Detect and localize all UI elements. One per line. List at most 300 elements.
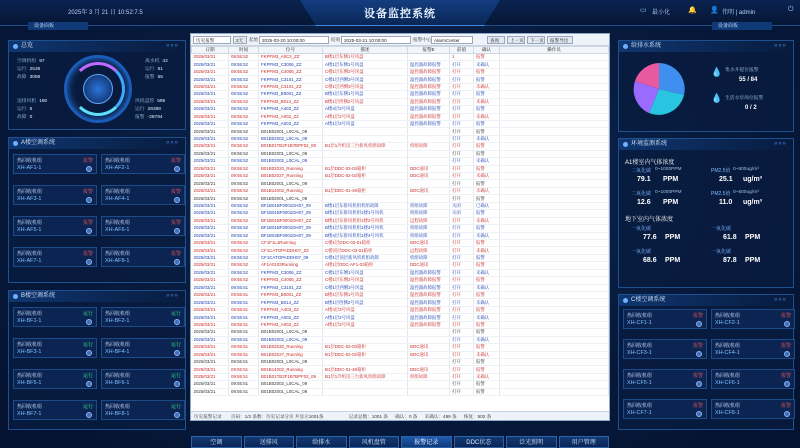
table-cell: 远程故障 [408,247,450,254]
table-row[interactable] [192,262,609,269]
table-row[interactable] [192,217,609,224]
table-cell: 报警 [474,143,500,150]
metric-value: 42 [162,59,168,64]
table-row[interactable] [192,373,609,380]
env-title: 环境监测系统 [631,141,668,147]
table-cell: 温控器故障报警 [408,277,450,284]
column-header[interactable]: 前值 [450,47,474,54]
table-cell: 机组故障 [408,225,450,232]
table-row[interactable] [192,329,609,336]
table-row[interactable] [192,143,609,150]
table-cell: BF1B01BF0001DH07_09 [259,210,323,217]
table-row[interactable] [192,299,609,306]
table-cell: 报警 [474,120,500,127]
metric-key: 送排风机 [17,99,37,104]
end-label: 结束 [331,37,341,42]
ac-unit-card[interactable] [711,369,795,389]
table-cell: C楼1层西侧3号风盘 [323,284,408,291]
end-time-input[interactable]: 2025-03-21 10:00:00 [341,36,411,44]
nav-item[interactable]: 空调 [191,436,242,448]
table-cell [408,128,450,135]
unit-code: XH-AF4-1 [105,196,130,202]
overview-core [83,74,113,104]
table-cell: C楼1层DDC-03-01箱柜 [323,239,408,246]
unit-name: 热回收机组 [105,404,131,410]
ac-unit-card[interactable] [13,185,97,205]
metric-key: 运行 [17,67,27,72]
table-cell: 09:55:51 [229,351,259,358]
table-cell: 2025/03/21 [192,158,229,165]
table-cell: 未确认 [474,373,500,380]
table-row[interactable] [192,202,609,209]
table-cell: BF1B01BF0001DH07_09 [259,225,323,232]
column-header[interactable]: 位号 [259,47,323,54]
table-cell: 打开 [450,225,474,232]
ac-unit-card[interactable] [101,247,185,267]
nav-item[interactable]: 风机盘管 [349,436,400,448]
table-cell: FKPFM3_C4006_ZZ [259,68,323,75]
table-cell: 09:55:52 [229,135,259,142]
start-time-input[interactable]: 2025-03-20 10:00:00 [259,36,329,44]
table-cell: 09:55:51 [229,336,259,343]
table-row[interactable] [192,388,609,395]
table-cell [323,180,408,187]
table-cell: 未确认 [474,336,500,343]
table-cell: FKPFM3_C3101_ZZ [259,83,323,90]
table-cell: B楼1层西侧2号风盘 [323,98,408,105]
unit-code: XH-CF8-1 [715,410,740,416]
table-cell: 关闭 [450,202,474,209]
metric-value: 595 [157,99,166,104]
table-cell: FKPFM3_C4006_ZZ [259,277,323,284]
table-cell: FKPFM3_A403_ZZ [259,306,323,313]
unit-status-icon [174,381,180,387]
table-cell [500,217,609,224]
env-header: 环境监测系统 »»» [619,139,793,150]
table-cell: 温控器故障报警 [408,106,450,113]
page-title: 设备监控系统 [364,8,436,20]
table-row[interactable] [192,351,609,358]
pm10-a-unit: ug/m³ [743,199,763,206]
table-row[interactable] [192,254,609,261]
table-cell: FKPFM3_B0001_ZZ [259,91,323,98]
ac-a-panel [8,137,186,283]
table-cell: 打开 [450,158,474,165]
table-row[interactable] [192,113,609,120]
table-cell: C楼1层西侧3号风盘 [323,83,408,90]
table-row[interactable] [192,314,609,321]
overview-panel [8,40,186,130]
table-cell: 2025/03/21 [192,120,229,127]
table-cell: DDC通讯 [408,165,450,172]
metric-value: -28794 [147,115,163,120]
unit-status-icon [784,411,790,417]
table-row[interactable] [192,120,609,127]
unit-status: 运行 [170,342,181,348]
table-cell: 09:55:52 [229,277,259,284]
ac-b-header: B楼空调系统 »»» [9,291,185,302]
table-cell: 打开 [450,381,474,388]
table-cell: 未确认 [474,173,500,180]
nav-item[interactable]: 用户管理 [559,436,610,448]
co2-a2-range: 0~1000PPM [655,190,682,195]
ac-unit-card[interactable] [13,307,97,327]
table-cell: 09:55:51 [229,358,259,365]
overview-metric [17,57,45,64]
table-cell: 已确认 [474,202,500,209]
table-row[interactable] [192,232,609,239]
unit-status-icon [86,228,92,234]
ac-unit-card[interactable] [711,309,795,329]
table-cell: 09:55:52 [229,76,259,83]
table-cell: 09:55:52 [229,247,259,254]
overview-metric [17,97,47,104]
table-cell: A楼1层DDC-AF1-03箱柜 [323,262,408,269]
unit-code: XH-AF7-1 [17,258,42,264]
table-cell: 09:55:52 [229,210,259,217]
table-row[interactable] [192,165,609,172]
table-cell: 2025/03/21 [192,135,229,142]
metric-key: 风机盘管 [135,99,155,104]
metric-value: 2536 [29,67,41,72]
ac-unit-card[interactable] [101,400,185,420]
metric-value: 180 [39,99,48,104]
table-row[interactable] [192,83,609,90]
ac-unit-card[interactable] [101,185,185,205]
ac-unit-card[interactable] [711,339,795,359]
unit-status-icon [86,381,92,387]
unit-status-icon [174,259,180,265]
table-row[interactable] [192,135,609,142]
table-row[interactable] [192,106,609,113]
table-cell: FKPFM3_B0001_ZZ [259,292,323,299]
table-cell [500,344,609,351]
table-cell: 2025/03/21 [192,299,229,306]
co2-a-unit: PPM [663,176,679,183]
table-cell: B楼1层东侧1号风盘 [323,292,408,299]
table-cell [323,150,408,157]
table-row[interactable] [192,358,609,365]
column-header[interactable]: 时间 [229,47,259,54]
unit-status: 报警 [82,189,93,195]
table-cell: B01B02001_L0CAL_09 [259,358,323,365]
table-cell: 09:55:52 [229,106,259,113]
table-row[interactable] [192,336,609,343]
unit-code: XH-CF4-1 [715,350,740,356]
table-cell [500,358,609,365]
table-cell: 打开 [450,61,474,68]
column-header[interactable]: 确认 [474,47,500,54]
table-cell: 温控器故障报警 [408,91,450,98]
table-cell: BF1B04BF0001DH07_09 [259,232,323,239]
ac-unit-card[interactable] [623,309,707,329]
table-cell: 打开 [450,269,474,276]
user-name[interactable]: 伟明 | admin [722,10,756,16]
table-cell: 2025/03/21 [192,150,229,157]
pm25-a-range: 0~500ug/m³ [733,167,759,172]
table-cell: A楼1层2号风盘 [323,113,408,120]
ac-unit-card[interactable] [623,369,707,389]
table-cell [500,195,609,202]
column-header[interactable]: 报警E [408,47,450,54]
ac-unit-card[interactable] [13,216,97,236]
table-row[interactable] [192,277,609,284]
table-cell: B01B02001_L0CAL_09 [259,388,323,395]
table-row[interactable] [192,381,609,388]
table-cell: C楼1层西侧3号风盘 [323,76,408,83]
table-cell: 09:55:52 [229,113,259,120]
table-row[interactable] [192,158,609,165]
table-cell [323,195,408,202]
table-cell: 2025/03/21 [192,143,229,150]
unit-code: XH-BF5-1 [17,380,42,386]
table-row[interactable] [192,61,609,68]
ac-unit-card[interactable] [13,338,97,358]
ac-unit-card[interactable] [623,339,707,359]
table-cell [408,358,450,365]
table-cell: 温控器故障报警 [408,321,450,328]
ac-unit-card[interactable] [101,338,185,358]
next-page-button[interactable]: 下一页 [527,36,545,44]
metric-value: 97 [39,59,45,64]
nav-item[interactable]: 给排水 [296,436,347,448]
table-cell: 2025/03/21 [192,128,229,135]
table-cell [323,128,408,135]
table-cell: B1层DDC-02-02箱柜 [323,173,408,180]
unit-status: 报警 [692,343,703,349]
table-cell: B1层DDC-01-49箱柜 [323,366,408,373]
table-cell: B楼1层东侧1号风盘 [323,91,408,98]
unit-name: 热回收机组 [17,342,43,348]
table-cell: 打开 [450,239,474,246]
column-header[interactable]: 日期 [192,47,229,54]
export-button[interactable]: 报警导出 [547,36,573,44]
table-cell: 2025/03/21 [192,61,229,68]
nav-item[interactable]: 报警记录 [401,436,452,448]
table-cell: 未确认 [474,232,500,239]
pm10-a-range: 0~500ug/m³ [733,190,759,195]
table-cell [408,195,450,202]
prev-page-button[interactable]: 上一页 [507,36,525,44]
overview-metric [17,113,32,120]
unit-status: 运行 [82,342,93,348]
table-cell [500,180,609,187]
footer-clear: 恢复：502 条 [463,414,492,419]
table-cell: 报警 [474,358,500,365]
table-cell: 报警 [474,306,500,313]
ac-unit-card[interactable] [711,399,795,419]
unit-status: 运行 [82,373,93,379]
table-row[interactable] [192,128,609,135]
table-cell: 打开 [450,143,474,150]
table-cell: 09:55:52 [229,254,259,261]
unit-status-icon [86,412,92,418]
table-cell: 温控器故障报警 [408,113,450,120]
unit-code: XH-BF6-1 [105,380,130,386]
co-b4-value: 87.8 [723,257,737,264]
ac-unit-card[interactable] [101,369,185,389]
table-row[interactable] [192,344,609,351]
sub-tag-left: 设备面板 [28,22,88,30]
column-header[interactable]: 描述 [323,47,408,54]
table-cell: 2025/03/21 [192,217,229,224]
table-row[interactable] [192,150,609,157]
nav-item[interactable]: 送排风 [244,436,295,448]
table-cell: 09:55:52 [229,187,259,194]
table-cell: 打开 [450,128,474,135]
record-type-select[interactable]: 历史报警 [193,36,231,44]
table-row[interactable] [192,54,609,61]
table-cell: 打开 [450,106,474,113]
table-cell: 温控器故障报警 [408,292,450,299]
table-cell: B01B02001_L0CAL_09 [259,150,323,157]
minimize-label[interactable]: 最小化 [652,10,671,16]
table-cell: B1层DDC-01-49箱柜 [323,187,408,194]
table-cell: 温控器故障报警 [408,98,450,105]
unit-name: 热回收机组 [627,373,653,379]
table-row[interactable] [192,321,609,328]
table-row[interactable] [192,68,609,75]
table-row[interactable] [192,187,609,194]
nav-item[interactable]: DDC状态 [454,436,505,448]
ac-unit-card[interactable] [101,154,185,174]
table-cell: 打开 [450,366,474,373]
table-cell: FKPFM3_A002_ZZ [259,314,323,321]
unit-status: 运行 [170,311,181,317]
ac-unit-card[interactable] [13,154,97,174]
metric-value: 55 [157,75,163,80]
env-panel [618,138,794,288]
unit-name: 热回收机组 [17,189,43,195]
unit-status: 报警 [692,373,703,379]
table-row[interactable] [192,173,609,180]
alarm-record-window [190,33,610,421]
ac-a-title: A楼空调系统 [21,140,56,146]
table-row[interactable] [192,91,609,98]
table-row[interactable] [192,195,609,202]
table-cell: A楼1层2号风盘 [323,314,408,321]
unit-status: 报警 [780,403,791,409]
table-cell: B楼1层东侧1号风盘 [323,54,408,61]
unit-code: XH-BF4-1 [105,349,130,355]
bell-icon[interactable]: 🔔 [688,7,697,14]
unit-name: 热回收机组 [105,342,131,348]
table-row[interactable] [192,292,609,299]
minimize-icon[interactable]: ▭ [640,7,647,14]
table-cell: 09:55:52 [229,91,259,98]
power-icon[interactable]: ⏻ [788,6,794,13]
table-cell: 09:55:51 [229,314,259,321]
ac-unit-card[interactable] [13,247,97,267]
ac-unit-card[interactable] [13,369,97,389]
table-cell [500,202,609,209]
table-row[interactable] [192,180,609,187]
table-cell: CF1CATOPADDH07_ZZ [259,247,323,254]
table-cell: 09:55:52 [229,165,259,172]
metric-key: 运行 [135,107,145,112]
table-cell: 09:55:52 [229,68,259,75]
table-cell: 远程故障 [408,217,450,224]
unit-status: 运行 [82,404,93,410]
ac-unit-card[interactable] [101,307,185,327]
table-cell: 温控器故障报警 [408,68,450,75]
table-cell: 报警 [474,388,500,395]
table-cell: 2025/03/21 [192,187,229,194]
table-cell [500,329,609,336]
table-cell: C楼1层东侧1号风盘 [323,269,408,276]
table-cell: FKPFM3_B014_ZZ [259,98,323,105]
ac-unit-card[interactable] [623,399,707,419]
ac-unit-card[interactable] [13,400,97,420]
table-row[interactable] [192,76,609,83]
table-row[interactable] [192,269,609,276]
table-cell: FKPFM3_C3006_ZZ [259,61,323,68]
unit-code: XH-BF8-1 [105,411,130,417]
table-cell: 2025/03/21 [192,314,229,321]
table-row[interactable] [192,247,609,254]
table-cell: 打开 [450,254,474,261]
table-cell: 报警 [474,68,500,75]
ac-a-header: A楼空调系统 »»» [9,138,185,149]
range-2day-button[interactable]: 2天 [233,36,247,44]
column-header[interactable]: 操作员 [500,47,609,54]
table-cell: 09:55:51 [229,299,259,306]
ac-unit-card[interactable] [101,216,185,236]
table-row[interactable] [192,210,609,217]
unit-status-icon [784,381,790,387]
table-cell: 打开 [450,120,474,127]
table-cell: A楼1层3号风盘 [323,321,408,328]
table-cell: 2025/03/21 [192,388,229,395]
table-cell: DDC通讯 [408,262,450,269]
table-cell: 温控器故障报警 [408,61,450,68]
table-cell: 机组故障 [408,232,450,239]
table-cell [323,158,408,165]
table-cell: 报警 [474,239,500,246]
table-cell: 09:55:52 [229,239,259,246]
source-select[interactable]: AlarmCenter [431,36,473,44]
nav-item[interactable]: 泛光照明 [506,436,557,448]
table-row[interactable] [192,98,609,105]
table-cell: 打开 [450,329,474,336]
table-cell: 2025/03/21 [192,373,229,380]
table-cell: 报警 [474,76,500,83]
table-row[interactable] [192,284,609,291]
table-cell [500,187,609,194]
table-cell: 打开 [450,135,474,142]
table-row[interactable] [192,366,609,373]
pm10-a-label: PM2.5值 [711,191,731,197]
table-row[interactable] [192,225,609,232]
ac-c-header: C楼空调系统 »»» [619,295,793,306]
table-cell [408,150,450,157]
table-cell [500,321,609,328]
unit-status: 运行 [82,311,93,317]
table-cell: 2025/03/21 [192,292,229,299]
co2-a-value: 79.1 [637,176,651,183]
table-cell [408,180,450,187]
query-button[interactable]: 查询 [487,36,505,44]
table-cell: 打开 [450,187,474,194]
unit-name: 热回收机组 [715,313,741,319]
table-row[interactable] [192,239,609,246]
table-row[interactable] [192,306,609,313]
table-cell: B01B02020_Running [259,344,323,351]
co-b1-unit: PPM [665,234,681,241]
unit-name: 热回收机组 [17,158,43,164]
table-cell: 报警 [474,150,500,157]
table-cell: B01B14002_Running [259,366,323,373]
